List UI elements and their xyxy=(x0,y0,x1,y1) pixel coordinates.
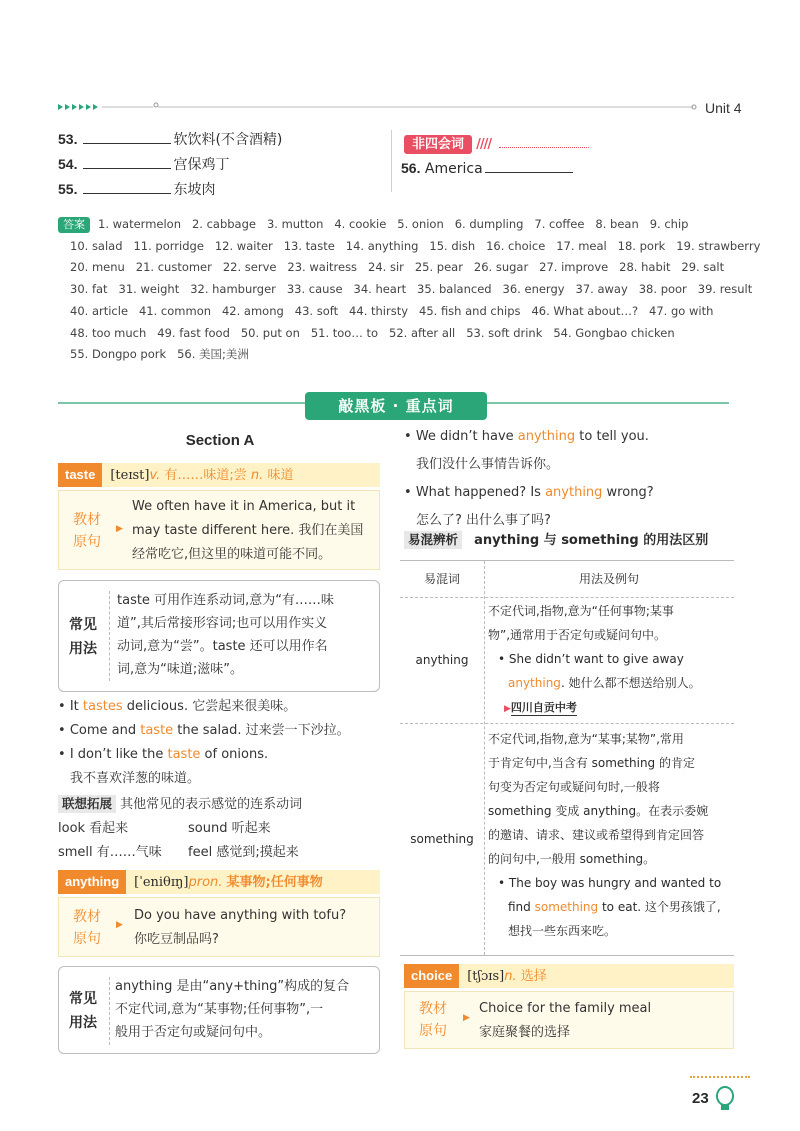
banner-rule-left xyxy=(58,402,308,404)
usage-box-taste xyxy=(58,580,380,692)
usage-box-anything xyxy=(58,966,380,1054)
section-title: Section A xyxy=(185,432,255,449)
answer-line: 40. article 41. common 42. among 43. soft 44. thirsty 45. fish and chips 46. What about…? 47. go with xyxy=(70,303,714,318)
example-text: Choice for the family meal 家庭聚餐的选择 xyxy=(479,1001,652,1040)
arrow-icon: ▶ xyxy=(116,524,123,534)
fill-item: 54. 宫保鸡丁 xyxy=(58,156,230,173)
example-translation: 怎么了? 出什么事了吗? xyxy=(416,513,551,528)
confusion-title: anything 与 something 的用法区别 xyxy=(474,533,709,548)
blank-line[interactable] xyxy=(83,130,171,144)
source-label: 四川自贡中考 xyxy=(510,701,577,714)
stripes-icon: //// xyxy=(476,137,492,152)
example-line: • I don’t like the taste of onions. xyxy=(58,747,269,762)
example-translation: 我不喜欢洋葱的味道。 xyxy=(70,771,201,786)
textbook-example-anything xyxy=(58,897,380,957)
usage-text: taste 可用作连系动词,意为“有……味 道”,其后常接形容词;也可以用作实义 动词,意为“尝”。taste 还可以用作名 词,意为“味道;滋味”。 xyxy=(117,593,334,677)
example-line: • Come and taste the salad. 过来尝一下沙拉。 xyxy=(58,723,350,738)
footer-rule xyxy=(690,1076,750,1078)
example-line: • We didn’t have anything to tell you. xyxy=(404,429,649,444)
example-line: • What happened? Is anything wrong? xyxy=(404,485,654,500)
answer-line: 10. salad 11. porridge 12. waiter 13. taste 14. anything 15. dish 16. choice 17. meal 18. pork 19. strawberry xyxy=(70,238,761,253)
answer-tag: 答案 xyxy=(58,217,90,233)
usage-text: anything 是由“any+thing”构成的复合 不定代词,意为“某事物;任何事物”,一 般用于否定句或疑问句中。 xyxy=(115,979,350,1040)
example-text: Do you have anything with tofu? 你吃豆制品吗? xyxy=(134,908,347,947)
arrow-icon: ▶ xyxy=(463,1013,470,1023)
column-divider xyxy=(391,130,392,192)
phonetic: [tʃɔɪs] xyxy=(467,969,505,984)
answer-line: 55. Dongpo pork 56. 美国;美洲 xyxy=(70,347,249,362)
word-header-choice: choice [tʃɔɪs]n. 选择 xyxy=(404,964,734,988)
table-header: 易混词 xyxy=(423,572,460,586)
textbook-example-taste xyxy=(58,490,380,570)
table-row-usage: 不定代词,指物,意为“某事;某物”,常用 于肯定句中,当含有 something 的肯定 句变为否定句或疑问句时,一般将 something 变成 anything。在表示委婉 的邀请、请求、建议或希望得到肯定回答 的问句中,一般用 something。 • The boy was hungry and wanted to find something to eat. 这个男孩饿了, 想找一些东西来吃。 xyxy=(488,732,722,938)
fill-in-list xyxy=(58,127,282,202)
example-text: We often have it in America, but it may taste different here. 我们在美国 经常吃它,但这里的味道可能不同。 xyxy=(132,499,364,562)
textbook-tag: 教材 原句 xyxy=(419,1001,447,1039)
word-header-anything: anything [ˈeniθɪŋ]pron. 某事物;任何事物 xyxy=(58,870,380,894)
header-rule xyxy=(58,102,698,112)
table-row-word: anything xyxy=(415,653,469,667)
phonetic: [teɪst] xyxy=(110,468,150,483)
textbook-example-choice xyxy=(404,991,734,1049)
headword: taste xyxy=(58,463,102,487)
confusion-header xyxy=(404,531,734,551)
section-banner: 敲黑板 · 重点词 xyxy=(305,392,487,420)
textbook-tag: 教材 原句 xyxy=(73,512,101,550)
answer-line: 30. fat 31. weight 32. hamburger 33. cause 34. heart 35. balanced 36. energy 37. away 38. poor 39. result xyxy=(70,282,753,297)
blank-line[interactable] xyxy=(83,155,171,169)
lightbulb-icon xyxy=(714,1086,736,1112)
fill-item: 53. 软饮料(不含酒精) xyxy=(58,131,283,148)
fill-item: 55. 东坡肉 xyxy=(58,181,216,198)
headword: choice xyxy=(404,964,459,988)
confusion-table xyxy=(400,560,734,956)
table-header: 用法及例句 xyxy=(578,572,639,586)
anything-examples xyxy=(404,425,734,533)
answer-line: 48. too much 49. fast food 50. put on 51. too… to 52. after all 53. soft drink 54. Gongbao chicken xyxy=(70,325,675,340)
non-four-section xyxy=(404,133,589,152)
blank-line[interactable] xyxy=(83,180,171,194)
taste-examples: • It tastes delicious. 它尝起来很美味。 • Come and taste the salad. 过来尝一下沙拉。 • I don’t like the taste of onions. 我不喜欢洋葱的味道。 联想拓展 其他常见的表示感觉的连系动词 look 看起来 sound 听起来 smell 有……气味 feel 感觉到;摸起来 xyxy=(58,695,388,865)
answer-line: 20. menu 21. customer 22. serve 23. waitress 24. sir 25. pear 26. sugar 27. improve 28. habit 29. salt xyxy=(70,260,725,275)
example-line: • It tastes delicious. 它尝起来很美味。 xyxy=(58,699,297,714)
non-four-badge: 非四会词 xyxy=(404,135,472,154)
extension-title: 其他常见的表示感觉的连系动词 xyxy=(120,797,303,812)
textbook-tag: 教材 原句 xyxy=(73,909,101,947)
extension-tag: 联想拓展 xyxy=(58,795,116,813)
answer-key xyxy=(58,214,761,366)
answer-line: 1. watermelon 2. cabbage 3. mutton 4. cookie 5. onion 6. dumpling 7. coffee 8. bean 9. chip xyxy=(98,217,689,231)
blank-line[interactable] xyxy=(485,159,573,173)
arrow-icon: ▶ xyxy=(116,920,123,930)
word-header-taste: taste [teɪst]v. 有……味道;尝 n. 味道 xyxy=(58,463,380,487)
example-translation: 我们没什么事情告诉你。 xyxy=(416,457,560,472)
unit-label: Unit 4 xyxy=(705,100,742,116)
headword: anything xyxy=(58,870,126,894)
confusion-tag: 易混辨析 xyxy=(404,531,462,549)
fill-item: 56. America xyxy=(401,156,575,181)
table-row-usage: 不定代词,指物,意为“任何事物;某事 物”,通常用于否定句或疑问句中。 • She didn’t want to give away anything. 她什么都不想送给别人。 ▶四川自贡中考 xyxy=(488,604,701,714)
table-row-word: something xyxy=(410,832,474,846)
page-number: 23 xyxy=(692,1090,709,1107)
phonetic: [ˈeniθɪŋ] xyxy=(134,875,189,890)
banner-rule-right xyxy=(487,402,729,404)
usage-label: 常见 用法 xyxy=(69,991,97,1031)
usage-label: 常见 用法 xyxy=(69,617,97,657)
